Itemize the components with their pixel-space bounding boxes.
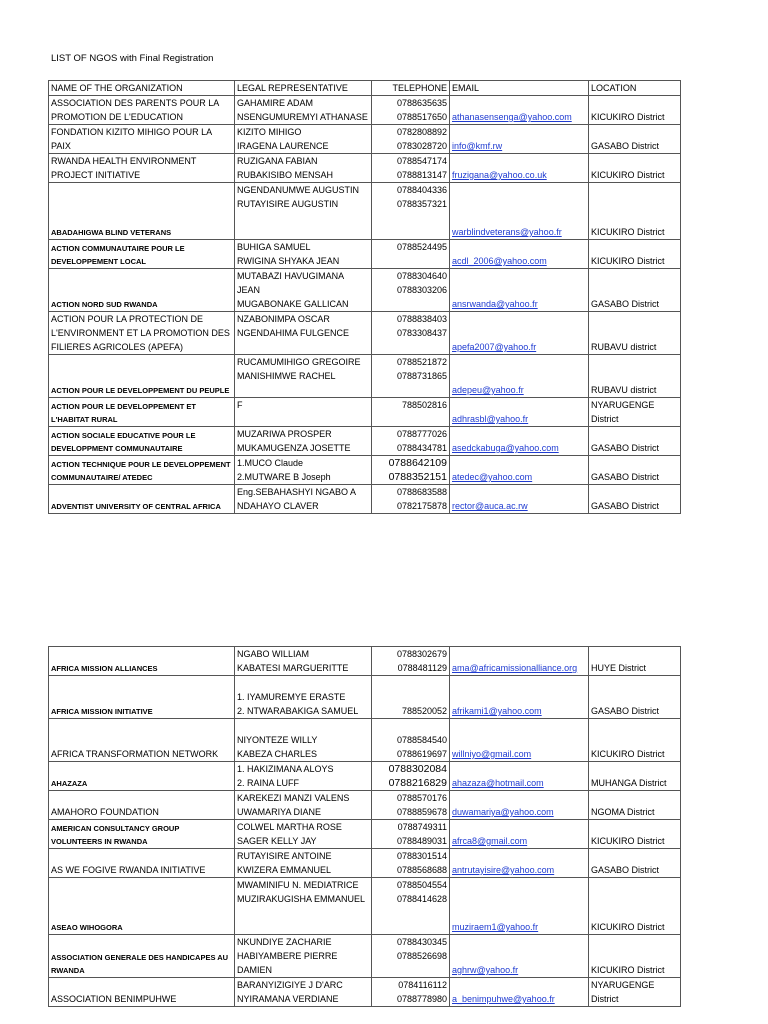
table-row — [49, 240, 681, 269]
location: KICUKIRO District — [589, 183, 681, 240]
representative-name: F — [237, 400, 243, 410]
telephone-number: 0788404336 — [396, 185, 447, 195]
table-row — [49, 791, 681, 820]
representative-name: JEAN — [237, 285, 261, 295]
telephone-number — [374, 383, 447, 397]
telephone-number: 0788749311 — [397, 822, 447, 832]
email-link[interactable]: aghrw@yahoo.fr — [452, 965, 519, 975]
table-row — [49, 978, 681, 1007]
email-link[interactable]: fruzigana@yahoo.co.uk — [452, 170, 547, 180]
email-cell — [450, 183, 589, 240]
table-row — [49, 398, 681, 427]
organization-name: ACTION POUR LE DEVELOPPEMENT ET L'HABITAT RURAL — [49, 398, 235, 427]
organization-name: FONDATION KIZITO MIHIGO POUR LA PAIX — [49, 125, 235, 154]
email-link[interactable]: asedckabuga@yahoo.com — [452, 443, 559, 453]
representative-name: KAREKEZI MANZI VALENS — [237, 793, 350, 803]
organization-name: RWANDA HEALTH ENVIRONMENT PROJECT INITIATIVE — [49, 154, 235, 183]
telephone-number: 0788430345 — [396, 937, 447, 947]
table-row — [49, 676, 681, 719]
legal-representative — [235, 269, 372, 312]
organization-name: AMAHORO FOUNDATION — [49, 791, 235, 820]
telephone-number: 0788526698 — [396, 951, 447, 961]
email-link[interactable]: ahazaza@hotmail.com — [452, 778, 544, 788]
telephone — [372, 183, 450, 240]
legal-representative — [235, 312, 372, 355]
email-link[interactable]: atedec@yahoo.com — [452, 472, 533, 482]
representative-name: SAGER KELLY JAY — [237, 836, 317, 846]
telephone — [372, 398, 450, 427]
telephone-number: 0788547174 — [396, 156, 447, 166]
email-cell — [450, 719, 589, 762]
location: KICUKIRO District — [589, 935, 681, 978]
location: GASABO District — [589, 427, 681, 456]
document-title: LIST OF NGOS with Final Registration — [51, 53, 214, 64]
email-cell — [450, 269, 589, 312]
telephone-number: 0788302679 — [396, 649, 447, 659]
organization-name: AFRICA TRANSFORMATION NETWORK — [49, 719, 235, 762]
telephone-number — [374, 920, 447, 934]
location: KICUKIRO District — [589, 96, 681, 125]
table-row — [49, 312, 681, 355]
representative-name — [237, 340, 369, 354]
representative-name: KIZITO MIHIGO — [237, 127, 302, 137]
telephone-number: 788520052 — [401, 706, 447, 716]
email-cell — [450, 647, 589, 676]
telephone-number: 0788504554 — [396, 880, 447, 890]
representative-name: UWAMARIYA DIANE — [237, 807, 322, 817]
telephone-number: 0788304640 — [396, 271, 447, 281]
telephone — [372, 427, 450, 456]
email-link[interactable]: muziraem1@yahoo.fr — [452, 922, 539, 932]
representative-name — [237, 211, 369, 225]
telephone — [372, 719, 450, 762]
organization-name: ACTION COMMUNAUTAIRE POUR LE DEVELOPPEMENT LOCAL — [49, 240, 235, 269]
representative-name: BUHIGA SAMUEL — [237, 242, 311, 252]
telephone-number — [374, 225, 447, 239]
telephone — [372, 935, 450, 978]
organization-name: ACTION TECHNIQUE POUR LE DEVELOPPEMENT COMMUNAUTAIRE/ ATEDEC — [49, 456, 235, 485]
representative-name: KABEZA CHARLES — [237, 749, 318, 759]
location: GASABO District — [589, 849, 681, 878]
representative-name: RUCAMUMIHIGO GREGOIRE — [237, 357, 361, 367]
organization-name: AHAZAZA — [49, 762, 235, 791]
representative-name: 2. NTWARABAKIGA SAMUEL — [237, 706, 359, 716]
legal-representative — [235, 427, 372, 456]
table-row — [49, 647, 681, 676]
location: KICUKIRO District — [589, 719, 681, 762]
email-link[interactable]: duwamariya@yahoo.com — [452, 807, 554, 817]
location: GASABO District — [589, 269, 681, 312]
email-cell — [450, 240, 589, 269]
telephone — [372, 485, 450, 514]
telephone-number: 0788521872 — [396, 357, 447, 367]
representative-name: RUTAYISIRE AUGUSTIN — [237, 199, 339, 209]
telephone-number: 0788619697 — [396, 749, 447, 759]
representative-name: MANISHIMWE RACHEL — [237, 371, 336, 381]
telephone-number: 0788813147 — [396, 170, 447, 180]
email-cell — [450, 398, 589, 427]
telephone-number: 0788414628 — [396, 894, 447, 904]
email-cell — [450, 456, 589, 485]
telephone-number: 0788859678 — [396, 807, 447, 817]
representative-name: HABIYAMBERE PIERRE — [237, 951, 338, 961]
email-cell — [450, 312, 589, 355]
legal-representative — [235, 762, 372, 791]
telephone-number: 0788216829 — [388, 777, 447, 789]
location: GASABO District — [589, 456, 681, 485]
organization-name: ABADAHIGWA BLIND VETERANS — [49, 183, 235, 240]
location: NYARUGENGE District — [589, 398, 681, 427]
header-telephone: TELEPHONE — [372, 81, 450, 96]
legal-representative — [235, 125, 372, 154]
legal-representative — [235, 935, 372, 978]
telephone-number: 0788303206 — [396, 285, 447, 295]
location: HUYE District — [589, 647, 681, 676]
header-email: EMAIL — [450, 81, 589, 96]
organization-name: ASSOCIATION GENERALE DES HANDICAPES AU RWANDA — [49, 935, 235, 978]
telephone-number: 0783308437 — [396, 328, 447, 338]
telephone-number — [374, 906, 447, 920]
telephone — [372, 269, 450, 312]
location: KICUKIRO District — [589, 878, 681, 935]
table-header-row — [49, 81, 681, 96]
email-link[interactable]: apefa2007@yahoo.fr — [452, 342, 537, 352]
representative-name: NDAHAYO CLAVER — [237, 501, 319, 511]
telephone — [372, 676, 450, 719]
table-row — [49, 485, 681, 514]
representative-name: COLWEL MARTHA ROSE — [237, 822, 342, 832]
representative-name: MUGABONAKE GALLICAN — [237, 299, 349, 309]
email-link[interactable]: info@kmf.rw — [452, 141, 503, 151]
organization-name: ASSOCIATION BENIMPUHWE — [49, 978, 235, 1007]
email-link[interactable]: adhrasbl@yahoo.fr — [452, 414, 529, 424]
email-cell — [450, 762, 589, 791]
table-row — [49, 935, 681, 978]
location: MUHANGA District — [589, 762, 681, 791]
table-row — [49, 719, 681, 762]
representative-name: Eng.SEBAHASHYI NGABO A — [237, 487, 357, 497]
telephone — [372, 878, 450, 935]
representative-name: NGABO WILLIAM — [237, 649, 310, 659]
representative-name: KWIZERA EMMANUEL — [237, 865, 332, 875]
table-row — [49, 849, 681, 878]
representative-name — [237, 225, 369, 239]
representative-name — [237, 383, 369, 397]
legal-representative — [235, 398, 372, 427]
email-cell — [450, 849, 589, 878]
telephone-number: 0788838403 — [396, 314, 447, 324]
legal-representative — [235, 355, 372, 398]
legal-representative — [235, 676, 372, 719]
representative-name: 2.MUTWARE B Joseph — [237, 472, 331, 482]
telephone — [372, 96, 450, 125]
email-cell — [450, 125, 589, 154]
email-cell — [450, 935, 589, 978]
legal-representative — [235, 978, 372, 1007]
email-link[interactable]: willniyo@gmail.com — [452, 749, 532, 759]
legal-representative — [235, 240, 372, 269]
email-link[interactable]: athanasensenga@yahoo.com — [452, 112, 572, 122]
telephone-number: 0788777026 — [396, 429, 447, 439]
table-row — [49, 456, 681, 485]
organization-name: AFRICA MISSION INITIATIVE — [49, 676, 235, 719]
legal-representative — [235, 849, 372, 878]
location: NYARUGENGE District — [589, 978, 681, 1007]
telephone-number — [374, 297, 447, 311]
telephone-number: 0788357321 — [396, 199, 447, 209]
legal-representative — [235, 96, 372, 125]
email-link[interactable]: ansrwanda@yahoo.fr — [452, 299, 538, 309]
legal-representative — [235, 791, 372, 820]
telephone-number: 0782808892 — [396, 127, 447, 137]
telephone-number: 0788635635 — [396, 98, 447, 108]
telephone-number: 788502816 — [401, 400, 447, 410]
header-legal-representative: LEGAL REPRESENTATIVE — [235, 81, 372, 96]
representative-name: 1.MUCO Claude — [237, 458, 304, 468]
telephone-number: 0788524495 — [396, 242, 447, 252]
telephone-number — [374, 676, 447, 690]
location: KICUKIRO District — [589, 820, 681, 849]
telephone — [372, 820, 450, 849]
email-cell — [450, 676, 589, 719]
telephone — [372, 355, 450, 398]
table-row — [49, 762, 681, 791]
representative-name: MUZIRAKUGISHA EMMANUEL — [237, 894, 366, 904]
email-link[interactable]: adepeu@yahoo.fr — [452, 385, 524, 395]
location: GASABO District — [589, 676, 681, 719]
representative-name: GAHAMIRE ADAM — [237, 98, 314, 108]
legal-representative — [235, 183, 372, 240]
telephone-number: 0782175878 — [396, 501, 447, 511]
telephone-number: 0783028720 — [396, 141, 447, 151]
telephone-number: 0788570176 — [396, 793, 447, 803]
representative-name: MUKAMUGENZA JOSETTE — [237, 443, 351, 453]
organization-name: ASSOCIATION DES PARENTS POUR LA PROMOTION DE L'EDUCATION — [49, 96, 235, 125]
ngo-table-1 — [48, 80, 681, 514]
email-cell — [450, 791, 589, 820]
organization-name: ACTION POUR LE DEVELOPPEMENT DU PEUPLE — [49, 355, 235, 398]
location: RUBAVU district — [589, 312, 681, 355]
organization-name: ASEAO WIHOGORA — [49, 878, 235, 935]
telephone-number — [374, 412, 447, 426]
email-link[interactable]: rector@auca.ac.rw — [452, 501, 528, 511]
telephone-number — [374, 690, 447, 704]
email-cell — [450, 878, 589, 935]
email-link[interactable]: a_benimpuhwe@yahoo.fr — [452, 994, 555, 1004]
legal-representative — [235, 820, 372, 849]
location: GASABO District — [589, 485, 681, 514]
telephone-number: 0788302084 — [388, 763, 447, 775]
telephone-number: 0788778980 — [396, 994, 447, 1004]
location: KICUKIRO District — [589, 240, 681, 269]
telephone — [372, 791, 450, 820]
representative-name: NGENDANUMWE AUGUSTIN — [237, 185, 360, 195]
table-row — [49, 427, 681, 456]
representative-name — [237, 906, 369, 920]
representative-name: RUZIGANA FABIAN — [237, 156, 318, 166]
telephone — [372, 456, 450, 485]
telephone-number: 0788434781 — [396, 443, 447, 453]
telephone-number: 0788301514 — [396, 851, 447, 861]
email-cell — [450, 96, 589, 125]
email-cell — [450, 427, 589, 456]
email-link[interactable]: warblindveterans@yahoo.fr — [452, 227, 562, 237]
table-row — [49, 269, 681, 312]
table-row — [49, 125, 681, 154]
telephone — [372, 849, 450, 878]
telephone — [372, 978, 450, 1007]
representative-name: RUTAYISIRE ANTOINE — [237, 851, 332, 861]
header-organization: NAME OF THE ORGANIZATION — [49, 81, 235, 96]
email-cell — [450, 154, 589, 183]
representative-name: IRAGENA LAURENCE — [237, 141, 329, 151]
telephone-number: 0788731865 — [396, 371, 447, 381]
organization-name: ACTION NORD SUD RWANDA — [49, 269, 235, 312]
representative-name: 2. RAINA LUFF — [237, 778, 300, 788]
representative-name: NSENGUMUREMYI ATHANASE — [237, 112, 368, 122]
telephone-number: 0788481129 — [397, 663, 447, 673]
representative-name: NGENDAHIMA FULGENCE — [237, 328, 350, 338]
email-link[interactable]: ama@africamissionalliance.org — [452, 663, 578, 673]
representative-name: BARANYIZIGIYE J D'ARC — [237, 980, 343, 990]
telephone-number — [374, 340, 447, 354]
representative-name: KABATESI MARGUERITTE — [237, 663, 349, 673]
email-cell — [450, 485, 589, 514]
telephone — [372, 312, 450, 355]
email-link[interactable]: afrikami1@yahoo.com — [452, 706, 542, 716]
ngo-table-2 — [48, 646, 681, 1007]
representative-name: RUBAKISIBO MENSAH — [237, 170, 334, 180]
telephone-number: 0788584540 — [396, 735, 447, 745]
telephone — [372, 240, 450, 269]
legal-representative — [235, 154, 372, 183]
organization-name: ACTION POUR LA PROTECTION DE L'ENVIRONMENT ET LA PROMOTION DES FILIERES AGRICOLES (APEFA) — [49, 312, 235, 355]
legal-representative — [235, 485, 372, 514]
header-location: LOCATION — [589, 81, 681, 96]
representative-name: MUZARIWA PROSPER — [237, 429, 332, 439]
legal-representative — [235, 456, 372, 485]
representative-name: NIYONTEZE WILLY — [237, 735, 318, 745]
legal-representative — [235, 878, 372, 935]
location: NGOMA District — [589, 791, 681, 820]
organization-name: ADVENTIST UNIVERSITY OF CENTRAL AFRICA — [49, 485, 235, 514]
location: RUBAVU district — [589, 355, 681, 398]
legal-representative — [235, 719, 372, 762]
telephone — [372, 154, 450, 183]
email-cell — [450, 978, 589, 1007]
telephone-number: 0788642109 — [388, 457, 447, 469]
representative-name: DAMIEN — [237, 965, 273, 975]
email-cell — [450, 355, 589, 398]
table-row — [49, 96, 681, 125]
representative-name — [237, 719, 369, 733]
telephone-number: 0788352151 — [388, 471, 447, 483]
email-link[interactable]: acdl_2006@yahoo.com — [452, 256, 547, 266]
organization-name: ACTION SOCIALE EDUCATIVE POUR LE DEVELOPPMENT COMMUNAUTAIRE — [49, 427, 235, 456]
telephone — [372, 125, 450, 154]
telephone-number: 0788517650 — [396, 112, 447, 122]
telephone-number — [374, 211, 447, 225]
representative-name — [237, 676, 369, 690]
telephone-number: 0788489031 — [396, 836, 447, 846]
location: GASABO District — [589, 125, 681, 154]
representative-name: NKUNDIYE ZACHARIE — [237, 937, 332, 947]
organization-name: AFRICA MISSION ALLIANCES — [49, 647, 235, 676]
telephone-number — [374, 254, 447, 268]
representative-name: 1. IYAMUREMYE ERASTE — [237, 692, 346, 702]
representative-name — [237, 920, 369, 934]
representative-name: NYIRAMANA VERDIANE — [237, 994, 339, 1004]
email-link[interactable]: afrca8@gmail.com — [452, 836, 528, 846]
organization-name: AS WE FOGIVE RWANDA INITIATIVE — [49, 849, 235, 878]
representative-name: RWIGINA SHYAKA JEAN — [237, 256, 340, 266]
representative-name: MWAMINIFU N. MEDIATRICE — [237, 880, 359, 890]
representative-name — [237, 412, 369, 426]
table-row — [49, 820, 681, 849]
table-row — [49, 878, 681, 935]
location: KICUKIRO District — [589, 154, 681, 183]
telephone-number — [374, 719, 447, 733]
table-row — [49, 355, 681, 398]
telephone — [372, 647, 450, 676]
representative-name: NZABONIMPA OSCAR — [237, 314, 330, 324]
table-row — [49, 154, 681, 183]
telephone-number: 0788683588 — [396, 487, 447, 497]
email-link[interactable]: antrutayisire@yahoo.com — [452, 865, 555, 875]
legal-representative — [235, 647, 372, 676]
organization-name: AMERICAN CONSULTANCY GROUP VOLUNTEERS IN RWANDA — [49, 820, 235, 849]
representative-name: 1. HAKIZIMANA ALOYS — [237, 764, 334, 774]
telephone-number: 0784116112 — [398, 980, 447, 990]
telephone-number — [374, 963, 447, 977]
email-cell — [450, 820, 589, 849]
table-row — [49, 183, 681, 240]
telephone — [372, 762, 450, 791]
representative-name: MUTABAZI HAVUGIMANA — [237, 271, 345, 281]
telephone-number: 0788568688 — [396, 865, 447, 875]
